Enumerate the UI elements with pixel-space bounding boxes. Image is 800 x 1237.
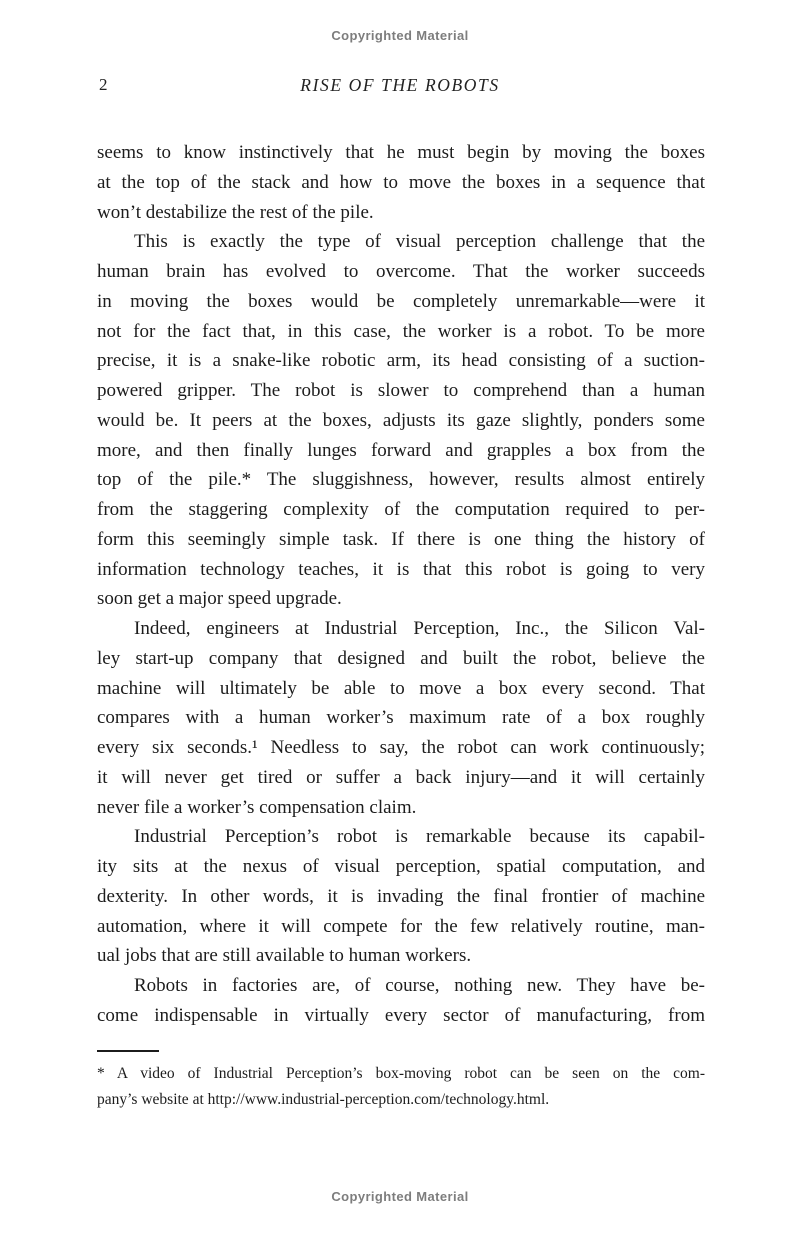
running-header bbox=[0, 75, 800, 97]
footnote-rule bbox=[97, 1050, 159, 1052]
text-line: information technology teaches, it is that this robot is going to very bbox=[97, 558, 705, 580]
text-line: automation, where it will compete for the few relatively routine, man- bbox=[97, 915, 705, 937]
copyright-notice-top: Copyrighted Material bbox=[331, 28, 469, 43]
footnote-line: * A video of Industrial Perception’s box-moving robot can be seen on the com- bbox=[97, 1065, 705, 1082]
text-line: machine will ultimately be able to move a box every second. That bbox=[97, 677, 705, 699]
text-line: from the staggering complexity of the computation required to per- bbox=[97, 499, 705, 520]
text-line: Robots in factories are, of course, nothing new. They have be- bbox=[134, 975, 705, 996]
text-line: ity sits at the nexus of visual perception, spatial computation, and bbox=[97, 856, 705, 877]
text-line: Indeed, engineers at Industrial Perception, Inc., the Silicon Val- bbox=[134, 618, 705, 639]
text-line: Industrial Perception’s robot is remarkable because its capabil- bbox=[134, 826, 705, 848]
copyright-notice-bottom: Copyrighted Material bbox=[331, 1189, 469, 1204]
text-line: precise, it is a snake-like robotic arm, its head consisting of a suction- bbox=[97, 350, 705, 372]
text-line: ual jobs that are still available to human workers. bbox=[97, 945, 472, 967]
text-line: human brain has evolved to overcome. That the worker succeeds bbox=[97, 261, 705, 282]
text-line: seems to know instinctively that he must begin by moving the boxes bbox=[97, 142, 705, 163]
body-text bbox=[97, 138, 705, 1031]
text-line: not for the fact that, in this case, the worker is a robot. To be more bbox=[97, 320, 705, 342]
text-line: form this seemingly simple task. If there is one thing the history of bbox=[97, 528, 705, 550]
page-number: 2 bbox=[99, 75, 108, 94]
footnote bbox=[97, 1050, 705, 1113]
text-line: never file a worker’s compensation claim. bbox=[97, 796, 417, 818]
text-line: at the top of the stack and how to move the boxes in a sequence that bbox=[97, 171, 705, 193]
text-line: This is exactly the type of visual perception challenge that the bbox=[134, 231, 705, 253]
text-line: in moving the boxes would be completely unremarkable—were it bbox=[97, 290, 705, 312]
text-line: dexterity. In other words, it is invading the final frontier of machine bbox=[97, 885, 705, 907]
text-line: top of the pile.* The sluggishness, however, results almost entirely bbox=[97, 469, 705, 491]
text-line: come indispensable in virtually every sector of manufacturing, from bbox=[97, 1004, 705, 1026]
footnote-line: pany’s website at http://www.industrial-perception.com/technology.html. bbox=[97, 1091, 550, 1108]
text-line: it will never get tired or suffer a back injury—and it will certainly bbox=[97, 766, 705, 788]
text-line: won’t destabilize the rest of the pile. bbox=[97, 201, 374, 223]
running-title: RISE OF THE ROBOTS bbox=[300, 75, 500, 95]
footnote-lines bbox=[97, 1061, 705, 1113]
text-line: would be. It peers at the boxes, adjusts its gaze slightly, ponders some bbox=[97, 409, 705, 431]
text-line: compares with a human worker’s maximum rate of a box roughly bbox=[97, 707, 705, 729]
text-line: powered gripper. The robot is slower to comprehend than a human bbox=[97, 380, 705, 401]
text-line: soon get a major speed upgrade. bbox=[97, 588, 342, 610]
text-line: every six seconds.¹ Needless to say, the robot can work continuously; bbox=[97, 737, 705, 758]
text-line: more, and then finally lunges forward and grapples a box from the bbox=[97, 439, 705, 461]
text-line: ley start-up company that designed and built the robot, believe the bbox=[97, 647, 705, 669]
